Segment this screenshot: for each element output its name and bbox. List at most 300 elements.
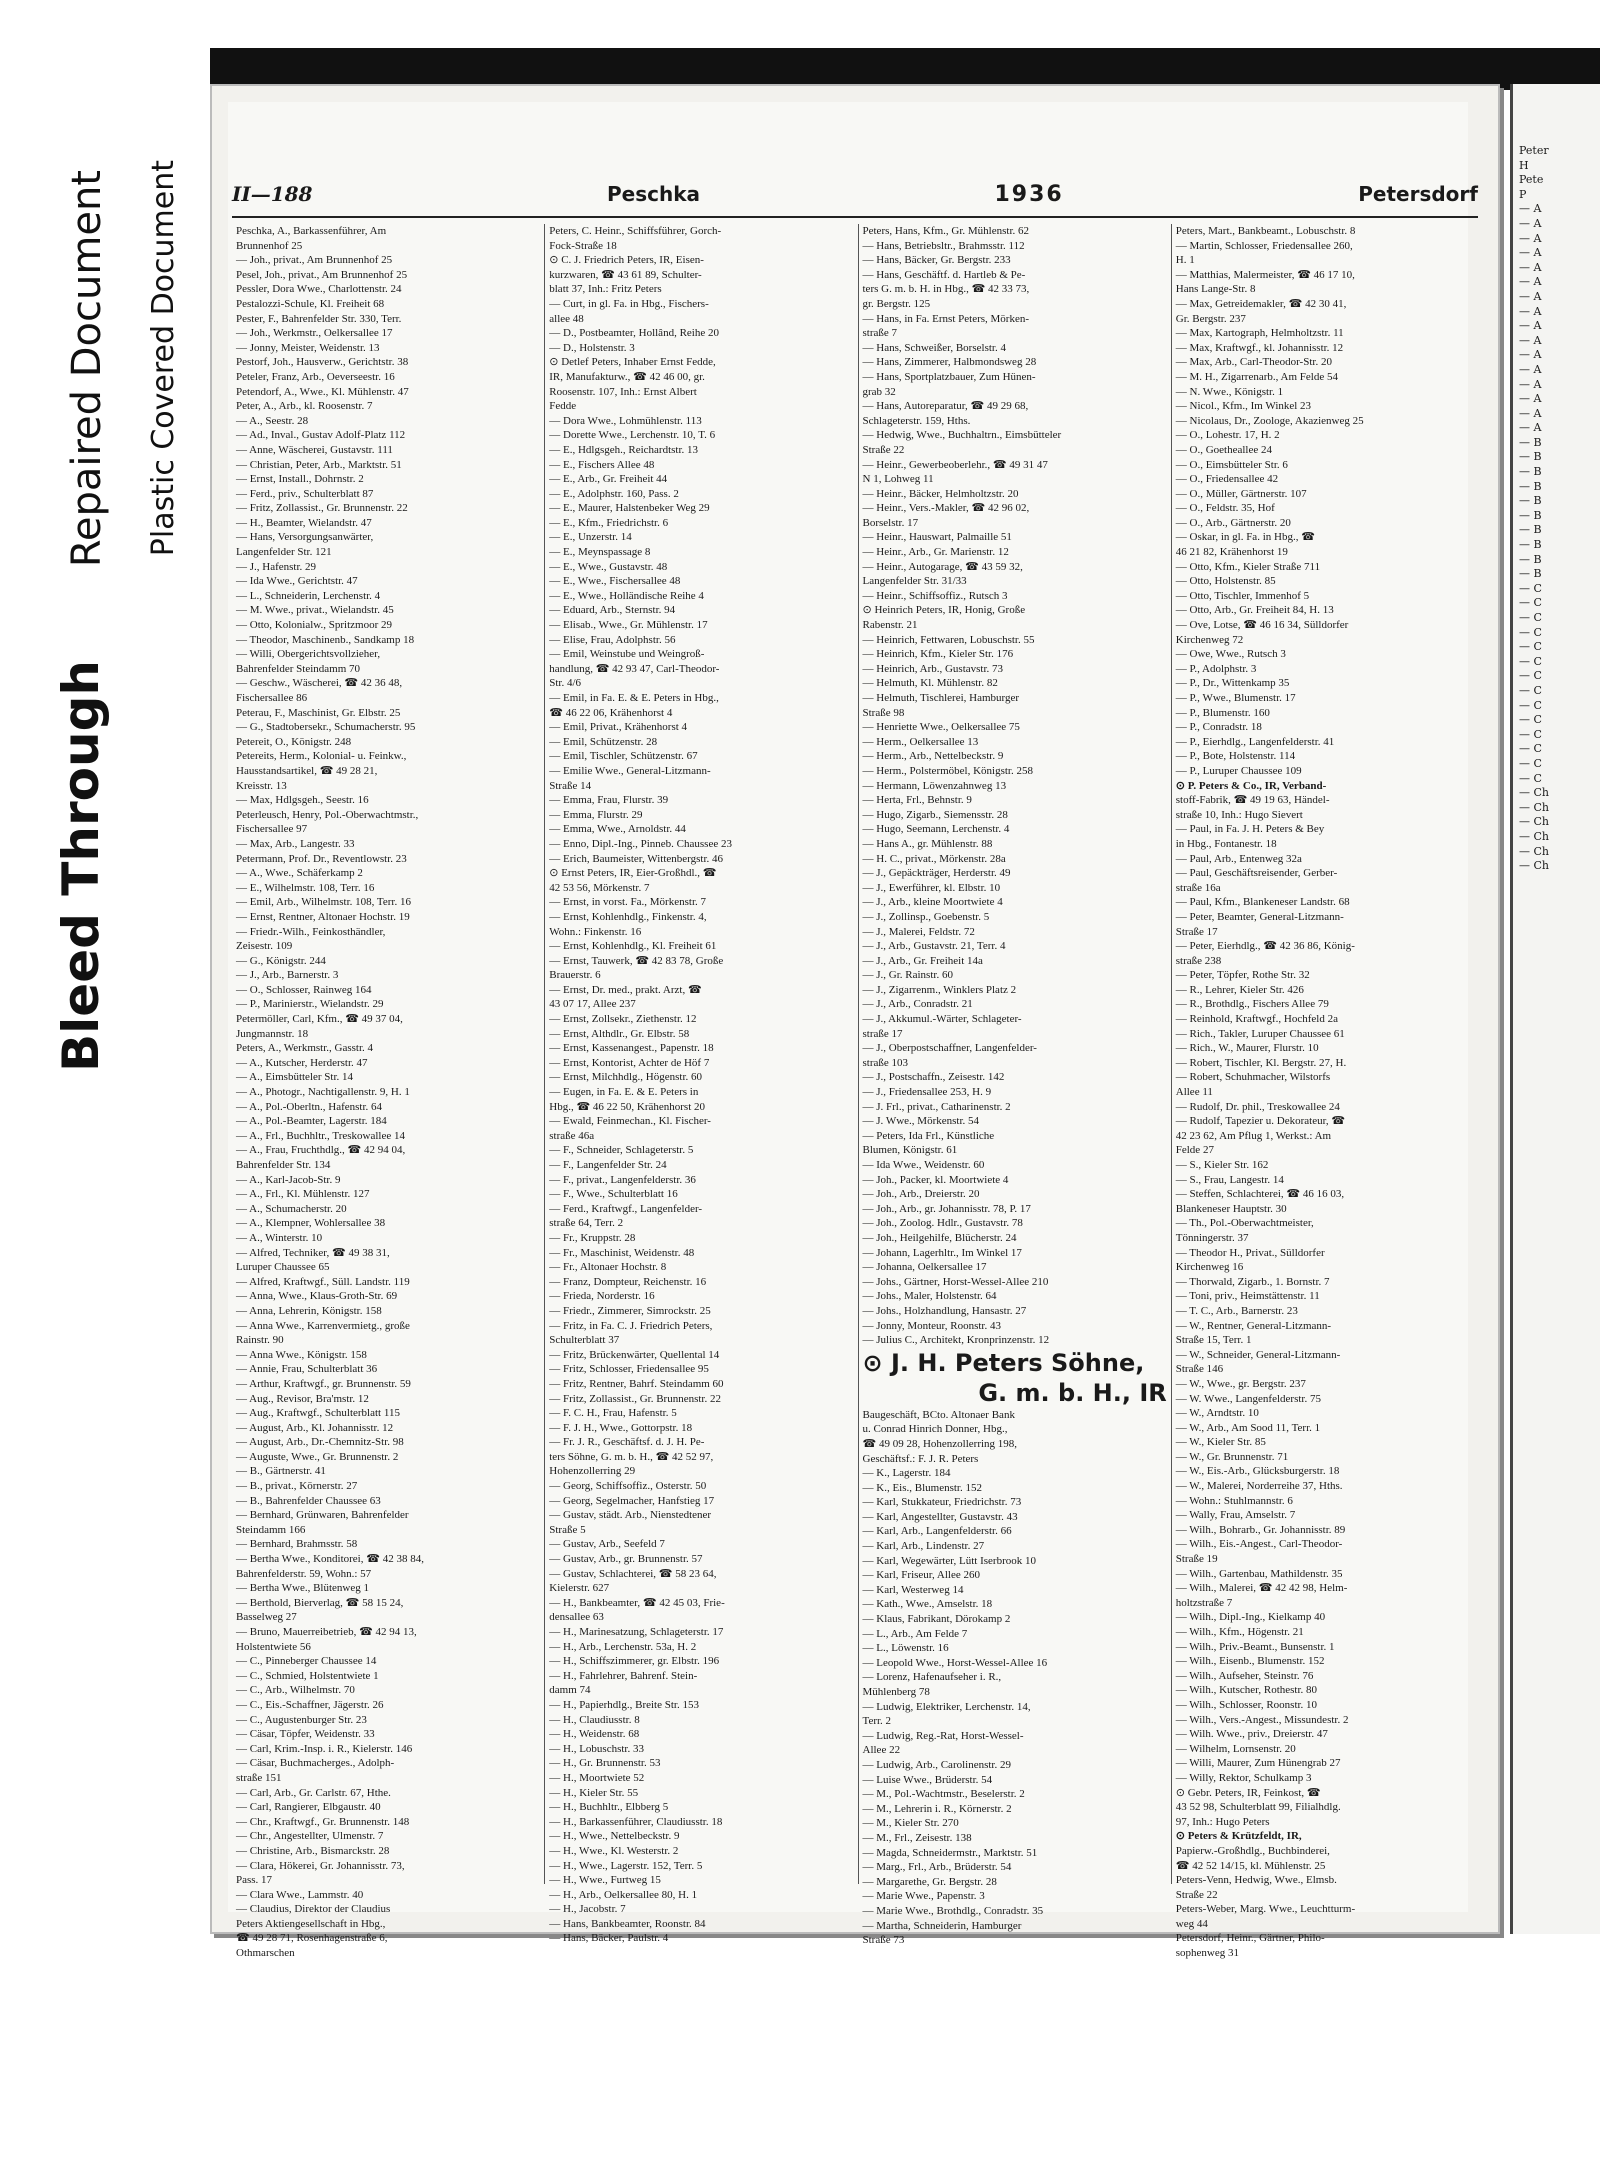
directory-entry: — Gustav, städt. Arb., Nienstedtener <box>549 1509 712 1522</box>
directory-entry: — H., Wwe., Furtweg 15 <box>549 1874 661 1887</box>
directory-entry: — Emil, Arb., Wilhelmstr. 108, Terr. 16 <box>236 896 411 909</box>
directory-entry: — Max, Kraftwgf., kl. Johannisstr. 12 <box>1175 341 1344 354</box>
directory-entry: — Matthias, Malermeister, ☎ 46 17 10, <box>1175 268 1355 281</box>
directory-entry: — W., Wwe., gr. Bergstr. 237 <box>1175 1377 1306 1390</box>
adjacent-page-entry: — B <box>1519 567 1542 581</box>
directory-entry: straße 238 <box>1175 954 1222 967</box>
directory-entry: straße 46a <box>549 1129 595 1142</box>
directory-entry: — Annie, Frau, Schulterblatt 36 <box>236 1363 378 1376</box>
directory-entry: — P., Adolphstr. 3 <box>1175 662 1257 675</box>
adjacent-page-entry: — C <box>1519 756 1542 770</box>
adjacent-page-entry: — Ch <box>1519 815 1549 829</box>
directory-entry: Holstentwiete 56 <box>236 1640 311 1653</box>
directory-entry: Straße 5 <box>549 1523 586 1536</box>
directory-entry: — Joh., Zoolog. Hdlr., Gustavstr. 78 <box>862 1217 1023 1230</box>
directory-entry: N 1, Lohweg 11 <box>862 473 934 486</box>
directory-entry: — Wilh., Kutscher, Rothestr. 80 <box>1175 1684 1318 1697</box>
adjacent-page-entry: — A <box>1519 392 1542 406</box>
directory-entry: — H., Claudiusstr. 8 <box>549 1713 640 1726</box>
directory-entry: Wohn.: Finkenstr. 16 <box>549 925 642 938</box>
directory-entry: — R., Lehrer, Kieler Str. 426 <box>1175 983 1304 996</box>
directory-entry: — F., Wwe., Schulterblatt 16 <box>549 1188 678 1201</box>
directory-entry: — Peter, Töpfer, Rothe Str. 32 <box>1175 969 1310 982</box>
directory-entry: Peschka, A., Barkassenführer, Am <box>236 225 387 237</box>
directory-entry: — Peters, Ida Frl., Künstliche <box>862 1129 995 1142</box>
directory-entry: — Johs., Maler, Holstenstr. 64 <box>862 1290 997 1303</box>
directory-entry: — Wilh., Vers.-Angest., Missundestr. 2 <box>1175 1713 1349 1726</box>
directory-entry: — Joh., Packer, kl. Moortwiete 4 <box>862 1173 1009 1186</box>
directory-entry: — Alfred, Kraftwgf., Süll. Landstr. 119 <box>236 1275 410 1288</box>
directory-entry: — M. H., Zigarrenarb., Am Felde 54 <box>1175 370 1338 383</box>
adjacent-page-entry: — A <box>1519 275 1542 289</box>
directory-entry: — Geschw., Wäscherei, ☎ 42 36 48, <box>236 677 403 690</box>
directory-entry: — Fr., Altonaer Hochstr. 8 <box>549 1261 667 1274</box>
directory-entry: — Ernst, in vorst. Fa., Mörkenstr. 7 <box>549 896 706 909</box>
directory-entry: — H. C., privat., Mörkenstr. 28a <box>862 852 1006 865</box>
directory-entry: — Hans, Geschäftf. d. Hartleb & Pe- <box>862 268 1026 281</box>
directory-entry: — Willi, Maurer, Zum Hünengrab 27 <box>1175 1757 1341 1770</box>
directory-entry: Peters Aktiengesellschaft in Hbg., <box>236 1917 386 1930</box>
directory-entry: — Kath., Wwe., Amselstr. 18 <box>862 1598 993 1611</box>
directory-entry: — Ernst, Install., Dohrnstr. 2 <box>236 473 364 486</box>
page-header <box>232 182 1478 214</box>
adjacent-page-entry: — C <box>1519 727 1542 741</box>
directory-entry: — W., Malerei, Norderreihe 37, Hths. <box>1175 1480 1343 1493</box>
directory-entry: — Wilh., Gartenbau, Mathildenstr. 35 <box>1175 1567 1343 1580</box>
directory-entry: handlung, ☎ 42 93 47, Carl-Theodor- <box>549 662 720 675</box>
directory-entry: — Curt, in gl. Fa. in Hbg., Fischers- <box>549 297 709 310</box>
directory-entry: Rainstr. 90 <box>236 1334 284 1347</box>
directory-entry: Petermann, Prof. Dr., Reventlowstr. 23 <box>236 852 407 865</box>
directory-entry: — H., Jacobstr. 7 <box>549 1903 626 1916</box>
directory-entry: — Karl, Arb., Langenfelderstr. 66 <box>862 1525 1012 1538</box>
directory-entry: ⊙ Peters & Krützfeldt, IR, <box>1175 1830 1302 1843</box>
directory-entry: — Rich., Takler, Luruper Chaussee 61 <box>1175 1027 1345 1040</box>
directory-entry: Peteler, Franz, Arb., Oeverseestr. 16 <box>236 370 395 383</box>
directory-entry: — Anna Wwe., Karrenvermietg., große <box>236 1319 410 1332</box>
directory-entry: — W., Arndtstr. 10 <box>1175 1407 1259 1420</box>
directory-entry: — T. C., Arb., Barnerstr. 23 <box>1175 1304 1298 1317</box>
directory-entry: — W., Arb., Am Sood 11, Terr. 1 <box>1175 1421 1321 1434</box>
directory-entry: — Wilh., Bohrarb., Gr. Johannisstr. 89 <box>1175 1523 1346 1536</box>
directory-entry: — J., Hafenstr. 29 <box>236 560 317 573</box>
directory-entry: — Wally, Frau, Amselstr. 7 <box>1175 1509 1296 1522</box>
directory-entry: Tönningerstr. 37 <box>1175 1231 1249 1244</box>
directory-entry: — Hermann, Löwenzahnweg 13 <box>862 779 1007 792</box>
directory-entry: — Carl, Rangierer, Elbgaustr. 40 <box>236 1801 381 1814</box>
directory-column <box>545 224 858 1945</box>
directory-entry: — Max, Arb., Carl-Theodor-Str. 20 <box>1175 356 1332 369</box>
directory-entry: — Hugo, Zigarb., Siemensstr. 28 <box>862 808 1008 821</box>
directory-entry: — Otto, Holstenstr. 85 <box>1175 575 1276 588</box>
directory-entry: — Jonny, Meister, Weidenstr. 13 <box>236 341 380 354</box>
directory-entry: Kreisstr. 13 <box>236 779 287 792</box>
directory-entry: — Otto, Arb., Gr. Freiheit 84, H. 13 <box>1175 604 1334 617</box>
directory-entry: — Ernst, Kohlenhdlg., Kl. Freiheit 61 <box>549 940 717 953</box>
directory-column <box>232 224 545 1960</box>
directory-entry: — H., Lobuschstr. 33 <box>549 1742 644 1755</box>
directory-entry: — F. J. H., Wwe., Gottorpstr. 18 <box>549 1421 693 1434</box>
directory-entry: — Ernst, Milchhdlg., Högenstr. 60 <box>549 1071 703 1084</box>
adjacent-page-entry: — A <box>1519 319 1542 333</box>
directory-entry: IR, Manufakturw., ☎ 42 46 00, gr. <box>549 370 705 383</box>
directory-entry: — Carl, Krim.-Insp. i. R., Kielerstr. 146 <box>236 1742 413 1755</box>
directory-entry: Zeisestr. 109 <box>236 940 293 953</box>
directory-entry: — Eduard, Arb., Sternstr. 94 <box>549 604 676 617</box>
directory-entry: — Jonny, Monteur, Roonstr. 43 <box>862 1319 1001 1332</box>
directory-entry: — Luise Wwe., Brüderstr. 54 <box>862 1773 993 1786</box>
directory-entry: — Helmuth, Tischlerei, Hamburger <box>862 692 1020 704</box>
directory-entry: — Ernst, Kassenangest., Papenstr. 18 <box>549 1042 714 1055</box>
directory-entry: — Heinr., Gewerbeoberlehr., ☎ 49 31 47 <box>862 458 1048 471</box>
directory-entry: — A., Pol.-Oberltn., Hafenstr. 64 <box>236 1100 383 1113</box>
directory-entry: Fischersallee 86 <box>236 692 308 704</box>
directory-entry: — Hans, Zimmerer, Halbmondsweg 28 <box>862 356 1037 369</box>
directory-entry: — F. C. H., Frau, Hafenstr. 5 <box>549 1407 677 1420</box>
adjacent-page-entry: H <box>1519 158 1529 172</box>
directory-entry: — Heinrich, Fettwaren, Lobuschstr. 55 <box>862 633 1035 646</box>
directory-entry: — Wilh., Priv.-Beamt., Bunsenstr. 1 <box>1175 1640 1335 1653</box>
directory-entry: — Georg, Segelmacher, Hanfstieg 17 <box>549 1494 715 1507</box>
directory-entry: — H., Bankbeamter, ☎ 42 45 03, Frie- <box>549 1596 725 1609</box>
directory-entry: — Wilhelm, Lornsenstr. 20 <box>1175 1742 1296 1755</box>
directory-entry: Jungmannstr. 18 <box>236 1027 309 1040</box>
directory-entry: — H., Schiffszimmerer, gr. Elbstr. 196 <box>549 1655 720 1668</box>
directory-entry: — Heinrich, Kfm., Kieler Str. 176 <box>862 648 1014 661</box>
directory-entry: — Wilh., Kfm., Högenstr. 21 <box>1175 1626 1304 1638</box>
adjacent-page-entry: — C <box>1519 581 1542 595</box>
directory-entry: Blumen, Königstr. 61 <box>862 1144 958 1157</box>
directory-entry: — Johanna, Oelkersallee 17 <box>862 1261 987 1274</box>
directory-entry: — Franz, Dompteur, Reichenstr. 16 <box>549 1275 707 1288</box>
directory-entry: — Bruno, Mauerreibetrieb, ☎ 42 94 13, <box>236 1626 417 1638</box>
directory-entry: — Fr. J. R., Geschäftsf. d. J. H. Pe- <box>549 1436 705 1449</box>
directory-entry: Straße 19 <box>1175 1553 1218 1566</box>
directory-entry: — A., Wwe., Schäferkamp 2 <box>236 867 363 880</box>
directory-entry: — Aug., Revisor, Bra'mstr. 12 <box>236 1392 369 1405</box>
directory-entry: 46 21 82, Krähenhorst 19 <box>1175 546 1288 559</box>
directory-entry: straße 103 <box>862 1056 909 1069</box>
directory-entry: — Magda, Schneidermstr., Marktstr. 51 <box>862 1846 1038 1859</box>
directory-entry: — Bertha Wwe., Blütenweg 1 <box>236 1582 369 1595</box>
directory-entry: — Paul, Geschäftsreisender, Gerber- <box>1175 867 1338 880</box>
directory-entry: — O., Friedensallee 42 <box>1175 473 1279 486</box>
directory-entry: — Ferd., Kraftwgf., Langenfelder- <box>549 1202 703 1215</box>
directory-entry: Straße 17 <box>1175 925 1218 938</box>
directory-entry: — Gustav, Arb., Seefeld 7 <box>549 1538 665 1551</box>
directory-entry: — C., Augustenburger Str. 23 <box>236 1713 367 1726</box>
directory-entry: — Wilh., Dipl.-Ing., Kielkamp 40 <box>1175 1611 1326 1624</box>
directory-entry: — Hans, Bäcker, Paulstr. 4 <box>549 1932 669 1945</box>
directory-entry: Kirchenweg 16 <box>1175 1261 1244 1274</box>
directory-entry: ⊙ Heinrich Peters, IR, Honig, Große <box>862 604 1026 617</box>
directory-entry: Peterleusch, Henry, Pol.-Oberwachtmstr., <box>236 808 419 821</box>
directory-entry: — H., Arb., Oelkersallee 80, H. 1 <box>549 1888 698 1901</box>
directory-entry: ters G. m. b. H. in Hbg., ☎ 42 33 73, <box>862 283 1030 296</box>
directory-entry: — Wilh. Wwe., priv., Dreierstr. 47 <box>1175 1728 1328 1741</box>
directory-entry: — Wilh., Eis.-Angest., Carl-Theodor- <box>1175 1538 1343 1551</box>
directory-entry: straße 7 <box>862 327 898 340</box>
directory-entry: — Elise, Frau, Adolphstr. 56 <box>549 633 676 646</box>
directory-entry: — P., Marinierstr., Wielandstr. 29 <box>236 998 384 1011</box>
directory-entry: — Heinr., Hauswart, Palmaille 51 <box>862 531 1012 544</box>
directory-entry: — E., Wilhelmstr. 108, Terr. 16 <box>236 881 375 894</box>
directory-entry: — P., Luruper Chaussee 109 <box>1175 764 1302 777</box>
directory-entry: Hohenzollerring 29 <box>549 1465 636 1478</box>
directory-entry: Bahrenfelder Str. 134 <box>236 1159 331 1171</box>
adjacent-page-entry: — A <box>1519 289 1542 303</box>
directory-entry: Baugeschäft, BCto. Altonaer Bank <box>862 1408 1015 1421</box>
directory-entry: — E., Wwe., Fischersallee 48 <box>549 575 681 588</box>
directory-entry: — P., Blumenstr. 160 <box>1175 706 1270 719</box>
label-bleed-through: Bleed Through <box>52 660 110 1072</box>
directory-entry: Petereit, O., Königstr. 248 <box>236 735 352 748</box>
directory-entry: — P., Bote, Holstenstr. 114 <box>1175 750 1296 763</box>
directory-entry: — A., Frl., Kl. Mühlenstr. 127 <box>236 1188 370 1201</box>
directory-entry: ⊙ J. H. Peters Söhne, <box>862 1348 1145 1377</box>
directory-entry: Pesel, Joh., privat., Am Brunnenhof 25 <box>236 268 408 281</box>
directory-entry: — Karl, Arb., Lindenstr. 27 <box>862 1540 985 1553</box>
directory-entry: — Heinrich, Arb., Gustavstr. 73 <box>862 662 1004 675</box>
adjacent-page-entry: — A <box>1519 202 1542 216</box>
directory-entry: — Klaus, Fabrikant, Dörokamp 2 <box>862 1613 1011 1626</box>
directory-entry: — A., Eimsbütteler Str. 14 <box>236 1071 354 1084</box>
directory-entry: 42 23 62, Am Pflug 1, Werkst.: Am <box>1175 1129 1332 1142</box>
directory-entry: — P., Conradstr. 18 <box>1175 721 1262 734</box>
directory-entry: — W. Wwe., Langenfelderstr. 75 <box>1175 1392 1321 1405</box>
directory-entry: — D., Holstenstr. 3 <box>549 341 635 354</box>
directory-entry: straße 151 <box>236 1771 282 1784</box>
directory-entry: — E., Arb., Gr. Freiheit 44 <box>549 473 668 486</box>
directory-entry: — J., Akkumul.-Wärter, Schlageter- <box>862 1013 1022 1026</box>
directory-entry: damm 74 <box>549 1684 591 1697</box>
directory-entry: — Ernst, Kontorist, Achter de Höf 7 <box>549 1056 710 1069</box>
directory-entry: — Hans A., gr. Mühlenstr. 88 <box>862 837 993 850</box>
directory-entry: — Anna, Lehrerin, Königstr. 158 <box>236 1304 382 1317</box>
directory-entry: Peters, A., Werkmstr., Gasstr. 4 <box>236 1042 374 1055</box>
directory-entry: — Joh., Heilgehilfe, Blücherstr. 24 <box>862 1231 1017 1244</box>
directory-entry: — J., Gr. Rainstr. 60 <box>862 969 953 982</box>
directory-entry: — Peter, Beamter, General-Litzmann- <box>1175 910 1344 923</box>
adjacent-page-entry: — B <box>1519 479 1542 493</box>
directory-entry: — W., Kieler Str. 85 <box>1175 1436 1266 1449</box>
adjacent-page-entry: — C <box>1519 640 1542 654</box>
directory-entry: 42 53 56, Mörkenstr. 7 <box>549 881 650 894</box>
adjacent-page-entry: — Ch <box>1519 786 1549 800</box>
directory-entry: Kielerstr. 627 <box>549 1582 610 1595</box>
directory-entry: — Emma, Frau, Flurstr. 39 <box>549 794 669 807</box>
directory-entry: — Erich, Baumeister, Wittenbergstr. 46 <box>549 852 724 865</box>
directory-entry: — O., Schlosser, Rainweg 164 <box>236 983 372 996</box>
adjacent-page-entry: — A <box>1519 348 1542 362</box>
adjacent-page-entry: — B <box>1519 494 1542 508</box>
directory-entry: — August, Arb., Kl. Johannisstr. 12 <box>236 1421 394 1434</box>
label-repaired-document: Repaired Document <box>64 170 110 568</box>
directory-entry: — Hans, Bäcker, Gr. Bergstr. 233 <box>862 254 1011 267</box>
directory-entry: stoff-Fabrik, ☎ 49 19 63, Händel- <box>1175 794 1330 807</box>
directory-entry: — J., Malerei, Feldstr. 72 <box>862 925 975 938</box>
directory-entry: — Wohn.: Stuhlmannstr. 6 <box>1175 1494 1293 1507</box>
directory-entry: straße 16a <box>1175 881 1221 894</box>
directory-entry: — H., Buchhltr., Elbberg 5 <box>549 1801 669 1814</box>
directory-entry: — H., Arb., Lerchenstr. 53a, H. 2 <box>549 1640 697 1653</box>
directory-entry: — Wilh., Malerei, ☎ 42 42 98, Helm- <box>1175 1582 1348 1595</box>
directory-entry: — Herta, Frl., Behnstr. 9 <box>862 794 972 807</box>
directory-entry: — Emil, Schützenstr. 28 <box>549 735 658 748</box>
directory-entry: — Ludwig, Elektriker, Lerchenstr. 14, <box>862 1700 1031 1713</box>
directory-entry: — E., Adolphstr. 160, Pass. 2 <box>549 487 679 500</box>
directory-entry: — H., Weidenstr. 68 <box>549 1728 640 1741</box>
directory-entry: — Emma, Wwe., Arnoldstr. 44 <box>549 823 686 836</box>
directory-entry: — Gustav, Schlachterei, ☎ 58 23 64, <box>549 1567 717 1580</box>
directory-entry: — Oskar, in gl. Fa. in Hbg., ☎ <box>1175 531 1315 544</box>
directory-entry: — C., Eis.-Schaffner, Jägerstr. 26 <box>236 1698 384 1711</box>
directory-entry: — Joh., privat., Am Brunnenhof 25 <box>236 254 393 267</box>
directory-entry: — Hans, Versorgungsanwärter, <box>236 531 374 544</box>
adjacent-page-entry: — B <box>1519 538 1542 552</box>
directory-entry: — Clara, Hökerei, Gr. Johannisstr. 73, <box>236 1859 405 1872</box>
directory-entry: — Theodor, Maschinenb., Sandkamp 18 <box>236 633 415 646</box>
directory-entry: — Ida Wwe., Gerichtstr. 47 <box>236 575 358 588</box>
header-year: 1936 <box>994 182 1064 207</box>
directory-entry: — O., Müller, Gärtnerstr. 107 <box>1175 487 1307 500</box>
directory-entry: — A., Photogr., Nachtigallenstr. 9, H. 1 <box>236 1086 410 1099</box>
directory-entry: — Rich., W., Maurer, Flurstr. 10 <box>1175 1042 1319 1055</box>
directory-entry: Bahrenfelder Steindamm 70 <box>236 662 361 675</box>
directory-entry: — J., Zollinsp., Goebenstr. 5 <box>862 910 990 923</box>
directory-entry: — Karl, Stukkateur, Friedrichstr. 73 <box>862 1496 1022 1509</box>
directory-entry: — H., Fahrlehrer, Bahrenf. Stein- <box>549 1669 698 1682</box>
directory-entry: — A., Schumacherstr. 20 <box>236 1202 347 1215</box>
directory-entry: — Otto, Kfm., Kieler Straße 711 <box>1175 560 1321 573</box>
directory-entry: — Max, Getreidemakler, ☎ 42 30 41, <box>1175 297 1347 310</box>
directory-entry: — Anna, Wwe., Klaus-Groth-Str. 69 <box>236 1290 398 1303</box>
adjacent-page-entry: — A <box>1519 362 1542 376</box>
directory-entry: — Emil, Tischler, Schützenstr. 67 <box>549 750 698 763</box>
directory-entry: G. m. b. H., IR <box>978 1378 1167 1407</box>
directory-entry: densallee 63 <box>549 1611 604 1624</box>
adjacent-page-entry: — B <box>1519 523 1542 537</box>
directory-entry: — Johs., Gärtner, Horst-Wessel-Allee 210 <box>862 1275 1049 1288</box>
adjacent-page-entry: — Ch <box>1519 829 1549 843</box>
directory-entry: — Otto, Tischler, Immenhof 5 <box>1175 589 1310 602</box>
directory-entry: — Herm., Arb., Nettelbeckstr. 9 <box>862 750 1004 763</box>
directory-entry: — W., Eis.-Arb., Glücksburgerstr. 18 <box>1175 1465 1340 1478</box>
directory-entry: — J., Arb., Gustavstr. 21, Terr. 4 <box>862 940 1006 953</box>
adjacent-page-entry: — C <box>1519 611 1542 624</box>
adjacent-page-entry: — C <box>1519 742 1542 756</box>
directory-entry: ☎ 42 52 14/15, kl. Mühlenstr. 25 <box>1175 1859 1326 1872</box>
directory-entry: — E., Maurer, Halstenbeker Weg 29 <box>549 502 710 515</box>
directory-entry: — H., Beamter, Wielandstr. 47 <box>236 516 372 529</box>
directory-entry: — J., Arb., Conradstr. 21 <box>862 998 973 1011</box>
header-last-name: Petersdorf <box>1358 182 1478 206</box>
directory-entry: — P., Wwe., Blumenstr. 17 <box>1175 692 1296 704</box>
directory-entry: — Anna Wwe., Königstr. 158 <box>236 1348 367 1361</box>
directory-entry: — Cäsar, Buchmacherges., Adolph- <box>236 1757 395 1770</box>
directory-entry: — F., Langenfelder Str. 24 <box>549 1159 667 1171</box>
directory-entry: Fock-Straße 18 <box>549 239 617 252</box>
directory-entry: Roosenstr. 107, Inh.: Ernst Albert <box>549 385 697 398</box>
directory-entry: Petersdorf, Heinr., Gärtner, Philo- <box>1175 1932 1325 1945</box>
directory-entry: — E., Wwe., Holländische Reihe 4 <box>549 589 704 602</box>
directory-entry: — Ove, Lotse, ☎ 46 16 34, Sülldorfer <box>1175 619 1349 632</box>
directory-entry: Allee 11 <box>1175 1086 1213 1099</box>
directory-entry: Pass. 17 <box>236 1874 273 1887</box>
directory-entry: — Karl, Angestellter, Gustavstr. 43 <box>862 1510 1018 1523</box>
directory-entry: Straße 146 <box>1175 1363 1224 1376</box>
directory-entry: — Berthold, Bierverlag, ☎ 58 15 24, <box>236 1596 404 1609</box>
directory-entry: — H., Marinesatzung, Schlageterstr. 17 <box>549 1626 724 1638</box>
directory-entry: Geschäftsf.: F. J. R. Peters <box>862 1452 979 1465</box>
directory-entry: — Peter, Eierhdlg., ☎ 42 36 86, König- <box>1175 940 1355 953</box>
directory-entry: — Wilh., Eisenb., Blumenstr. 152 <box>1175 1655 1325 1668</box>
directory-column <box>859 224 1172 1947</box>
directory-entry: Pessler, Dora Wwe., Charlottenstr. 24 <box>236 283 402 296</box>
directory-entry: — P., Eierhdlg., Langenfelderstr. 41 <box>1175 735 1335 748</box>
directory-entry: — Julius C., Architekt, Kronprinzenstr. 12 <box>862 1334 1050 1347</box>
directory-entry: Petereits, Herm., Kolonial- u. Feinkw., <box>236 750 407 763</box>
directory-entry: — Alfred, Techniker, ☎ 49 38 31, <box>236 1246 390 1259</box>
directory-entry: — Joh., Arb., Dreierstr. 20 <box>862 1188 980 1201</box>
directory-entry: — Emil, Privat., Krähenhorst 4 <box>549 721 688 734</box>
adjacent-page-entry: — B <box>1519 508 1542 522</box>
directory-entry: — Margarethe, Gr. Bergstr. 28 <box>862 1875 997 1888</box>
directory-entry: — A., Winterstr. 10 <box>236 1231 323 1244</box>
directory-entry: Rabenstr. 21 <box>862 619 918 632</box>
directory-entry: — W., Gr. Brunnenstr. 71 <box>1175 1450 1289 1463</box>
adjacent-page-entry: — A <box>1519 304 1542 318</box>
directory-entry: Blankeneser Hauptstr. 30 <box>1175 1202 1287 1215</box>
directory-entry: — Paul, Arb., Entenweg 32a <box>1175 852 1302 865</box>
directory-entry: Fischersallee 97 <box>236 823 308 836</box>
directory-entry: Hans Lange-Str. 8 <box>1175 283 1256 296</box>
directory-entry: — J. Frl., privat., Catharinenstr. 2 <box>862 1100 1011 1113</box>
directory-entry: u. Conrad Hinrich Donner, Hbg., <box>862 1423 1008 1436</box>
directory-columns <box>232 224 1484 1960</box>
directory-entry: — Hans, Betriebsltr., Brahmsstr. 112 <box>862 239 1025 252</box>
directory-entry: — Fritz, Rentner, Bahrf. Steindamm 60 <box>549 1377 724 1390</box>
directory-entry: — O., Goetheallee 24 <box>1175 443 1272 456</box>
directory-entry: — W., Rentner, General-Litzmann- <box>1175 1319 1332 1332</box>
directory-entry: — Heinr., Vers.-Makler, ☎ 42 96 02, <box>862 502 1030 515</box>
directory-entry: — Karl, Wegewärter, Lütt Iserbrook 10 <box>862 1554 1036 1567</box>
directory-entry: — Ferd., priv., Schulterblatt 87 <box>236 487 374 500</box>
directory-entry: — Johs., Holzhandlung, Hansastr. 27 <box>862 1304 1027 1317</box>
directory-entry: — E., Kfm., Friedrichstr. 6 <box>549 516 669 529</box>
directory-entry: — Wilh., Schlosser, Roonstr. 10 <box>1175 1698 1318 1711</box>
directory-entry: — Fritz, Zollassist., Gr. Brunnenstr. 22 <box>549 1392 721 1405</box>
directory-entry: — Aug., Kraftwgf., Schulterblatt 115 <box>236 1407 400 1420</box>
directory-column <box>1172 224 1484 1960</box>
directory-entry: Petendorf, A., Wwe., Kl. Mühlenstr. 47 <box>236 385 409 398</box>
directory-entry: — Helmuth, Kl. Mühlenstr. 82 <box>862 677 998 690</box>
directory-entry: — Thorwald, Zigarb., 1. Bornstr. 7 <box>1175 1275 1330 1288</box>
directory-entry: — Chr., Angestellter, Ulmenstr. 7 <box>236 1830 384 1843</box>
directory-entry: ☎ 46 22 06, Krähenhorst 4 <box>549 706 673 719</box>
directory-entry: — J. Wwe., Mörkenstr. 54 <box>862 1115 980 1128</box>
directory-entry: — Heinr., Bäcker, Helmholtzstr. 20 <box>862 487 1019 500</box>
directory-entry: Petermöller, Carl, Kfm., ☎ 49 37 04, <box>236 1013 403 1026</box>
directory-entry: — Heinr., Arb., Gr. Marienstr. 12 <box>862 546 1009 559</box>
directory-entry: — Fr., Kruppstr. 28 <box>549 1231 636 1244</box>
directory-entry: Fedde <box>549 400 577 413</box>
directory-entry: allee 48 <box>549 312 584 325</box>
directory-entry: ⊙ P. Peters & Co., IR, Verband- <box>1175 779 1327 792</box>
directory-entry: Kirchenweg 72 <box>1175 633 1244 646</box>
directory-entry: Bahrenfelderstr. 59, Wohn.: 57 <box>236 1567 372 1580</box>
adjacent-page-entry: — A <box>1519 231 1542 245</box>
